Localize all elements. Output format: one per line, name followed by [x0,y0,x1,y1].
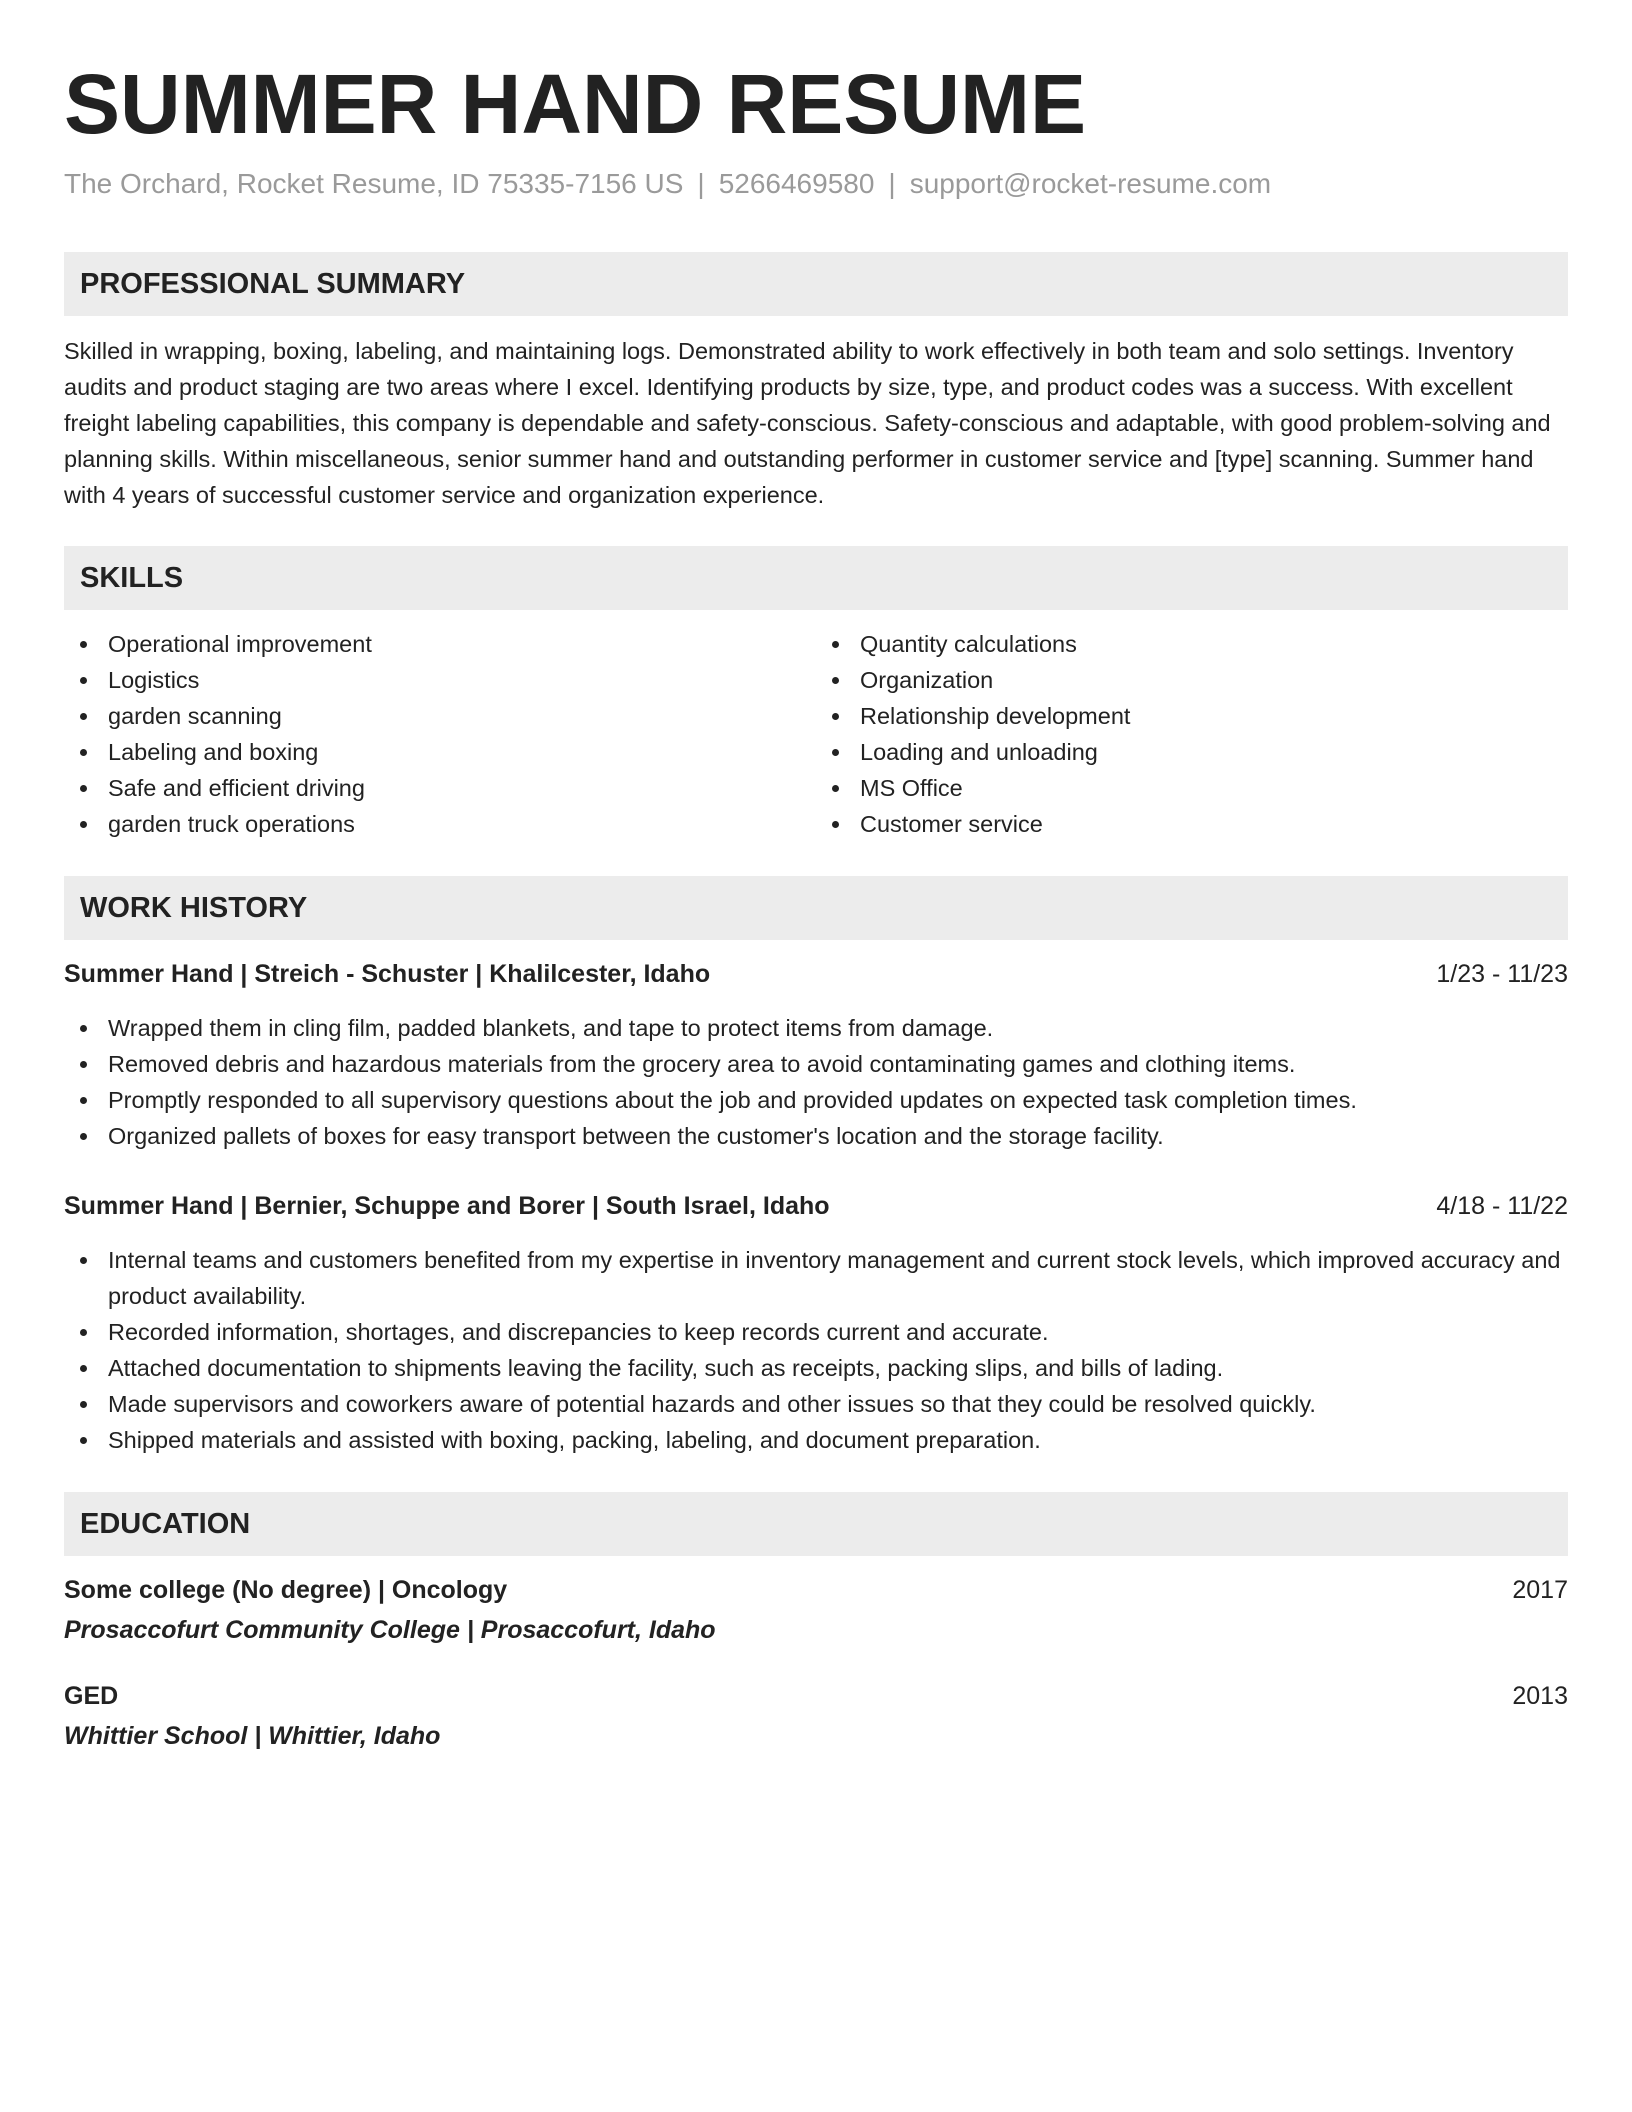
bullet-icon [80,1061,87,1068]
summary-text: Skilled in wrapping, boxing, labeling, and maintaining logs. Demonstrated ability to work effectively in both team and solo settings. Inventory audits and product staging are two areas where I excel. Identifying products by size, type, and product codes was a success. With excellent freight labeling capabilities, this company is dependable and safety-conscious. Safety-conscious and adaptable, with good problem-solving and planning skills. Within miscellaneous, senior summer hand and outstanding performer in customer service and [type] scanning. Summer hand with 4 years of successful customer service and organization experience. [64,338,1551,508]
resume-title: SUMMER HAND RESUME [64,57,1087,151]
education-header [64,1678,1568,1714]
skill-item [64,734,816,770]
education-school: Whittier School | Whittier, Idaho [64,1722,441,1750]
job-bullet-text: Promptly responded to all supervisory questions about the job and provided updates on expected task completion times. [108,1087,1357,1113]
bullet-icon [80,1097,87,1104]
job-bullet-text: Wrapped them in cling film, padded blankets, and tape to protect items from damage. [108,1015,994,1041]
bullet-icon [80,1437,87,1444]
skills-column-left [64,626,816,842]
education-school: Prosaccofurt Community College | Prosaccofurt, Idaho [64,1616,716,1644]
job-bullet [64,1010,1568,1046]
skill-label: Loading and unloading [860,739,1098,765]
job-bullet-text: Organized pallets of boxes for easy transport between the customer's location and the storage facility. [108,1123,1164,1149]
bullet-icon [80,785,87,792]
skill-label: Safe and efficient driving [108,775,365,801]
job-bullet [64,1314,1568,1350]
skill-label: MS Office [860,775,963,801]
skill-item [64,806,816,842]
job-dates: 1/23 - 11/23 [1436,960,1568,988]
job-bullet [64,1422,1568,1458]
education-entry [64,1678,1568,1754]
job-bullet-text: Made supervisors and coworkers aware of potential hazards and other issues so that they could be resolved quickly. [108,1391,1316,1417]
job-bullet [64,1350,1568,1386]
bullet-icon [80,1329,87,1336]
skill-item [816,626,1568,662]
bullet-icon [80,821,87,828]
bullet-icon [832,677,839,684]
bullet-icon [832,713,839,720]
skill-item [816,770,1568,806]
education-heading: EDUCATION [64,1492,1568,1556]
education-year: 2013 [1512,1682,1568,1710]
contact-line [64,166,1568,202]
bullet-icon [832,749,839,756]
skills-section [64,546,1568,842]
job-dates: 4/18 - 11/22 [1436,1192,1568,1220]
skills-heading: SKILLS [64,546,1568,610]
contact-separator: | [888,168,896,199]
skills-column-right [816,626,1568,842]
education-header [64,1572,1568,1608]
job-title: Summer Hand | Streich - Schuster | Khalilcester, Idaho [64,960,711,988]
bullet-icon [832,821,839,828]
skill-item [816,734,1568,770]
skill-label: garden truck operations [108,811,355,837]
work-history-heading: WORK HISTORY [64,876,1568,940]
skill-label: Customer service [860,811,1043,837]
job-bullets [64,1010,1568,1154]
job-bullet [64,1082,1568,1118]
job-entry [64,956,1568,1154]
skill-label: Organization [860,667,994,693]
job-bullet [64,1242,1568,1314]
job-bullet-text: Shipped materials and assisted with boxing, packing, labeling, and document preparation. [108,1427,1041,1453]
bullet-icon [832,785,839,792]
job-bullet [64,1118,1568,1154]
skill-item [64,770,816,806]
work-history-section [64,876,1568,1458]
bullet-icon [80,713,87,720]
job-entry [64,1188,1568,1458]
skill-item [64,662,816,698]
skill-item [64,698,816,734]
job-bullets [64,1242,1568,1458]
summary-section [64,252,1568,513]
contact-phone: 5266469580 [718,168,875,199]
job-bullet [64,1046,1568,1082]
bullet-icon [80,1025,87,1032]
skill-label: Labeling and boxing [108,739,319,765]
summary-heading: PROFESSIONAL SUMMARY [64,252,1568,316]
skill-label: Operational improvement [108,631,372,657]
education-section [64,1492,1568,1754]
skill-item [64,626,816,662]
skill-label: Logistics [108,667,200,693]
job-title: Summer Hand | Bernier, Schuppe and Borer | South Israel, Idaho [64,1192,830,1220]
job-bullet-text: Attached documentation to shipments leaving the facility, such as receipts, packing slips, and bills of lading. [108,1355,1224,1381]
education-entry [64,1572,1568,1648]
bullet-icon [80,641,87,648]
skill-label: garden scanning [108,703,282,729]
contact-email: support@rocket-resume.com [909,168,1272,199]
skill-item [816,698,1568,734]
skill-item [816,806,1568,842]
bullet-icon [80,1133,87,1140]
education-degree: Some college (No degree) | Oncology [64,1576,508,1604]
job-bullet-text: Internal teams and customers benefited from my expertise in inventory management and current stock levels, which improved accuracy and product availability. [108,1247,1561,1309]
contact-separator: | [697,168,705,199]
job-bullet-text: Removed debris and hazardous materials from the grocery area to avoid contaminating games and clothing items. [108,1051,1296,1077]
bullet-icon [80,1257,87,1264]
education-degree: GED [64,1682,119,1710]
bullet-icon [80,749,87,756]
skill-label: Relationship development [860,703,1131,729]
bullet-icon [832,641,839,648]
education-year: 2017 [1512,1576,1568,1604]
skill-label: Quantity calculations [860,631,1077,657]
job-header [64,1188,1568,1224]
skills-grid [64,626,1568,842]
job-header [64,956,1568,992]
bullet-icon [80,677,87,684]
job-bullet [64,1386,1568,1422]
skill-item [816,662,1568,698]
contact-address: The Orchard, Rocket Resume, ID 75335-7156 US [64,168,684,199]
job-bullet-text: Recorded information, shortages, and discrepancies to keep records current and accurate. [108,1319,1049,1345]
bullet-icon [80,1365,87,1372]
bullet-icon [80,1401,87,1408]
